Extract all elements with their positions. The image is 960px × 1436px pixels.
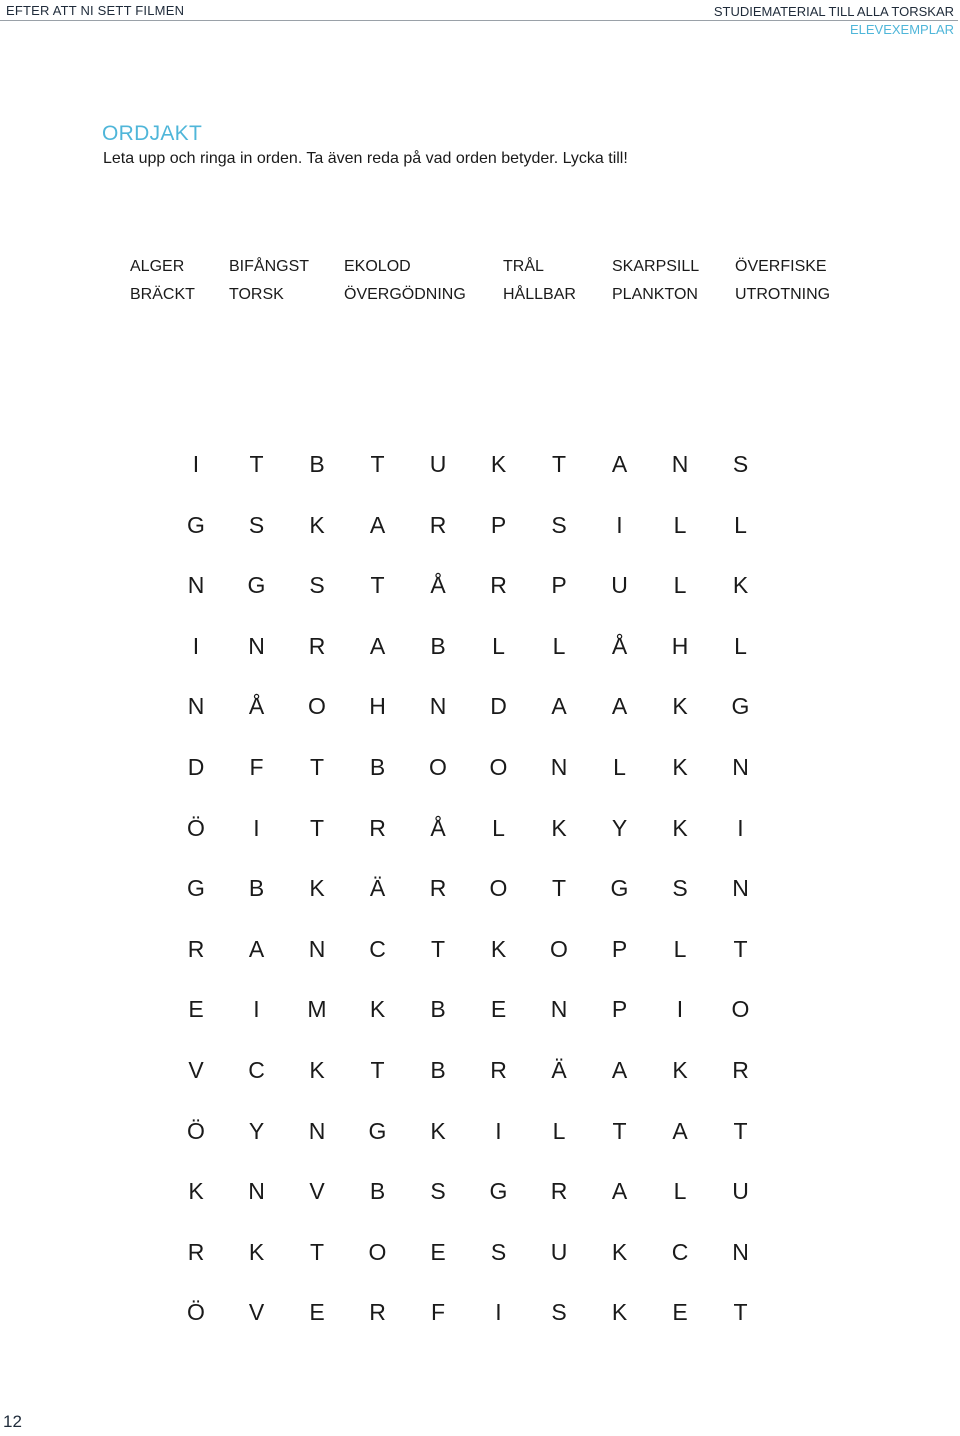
- grid-letter[interactable]: K: [672, 1057, 688, 1083]
- grid-letter[interactable]: Y: [611, 814, 628, 841]
- grid-letter[interactable]: I: [253, 814, 260, 841]
- grid-letter[interactable]: I: [253, 996, 260, 1023]
- grid-letter[interactable]: K: [369, 996, 386, 1023]
- grid-letter[interactable]: L: [734, 632, 747, 659]
- grid-letter[interactable]: Ö: [187, 814, 205, 841]
- grid-letter[interactable]: R: [369, 1299, 386, 1326]
- grid-letter[interactable]: P: [611, 935, 628, 962]
- word-list-item: EKOLOD: [344, 258, 411, 275]
- grid-letter[interactable]: A: [369, 511, 386, 538]
- word-list-item: ÖVERFISKE: [735, 258, 827, 275]
- grid-letter[interactable]: I: [676, 996, 684, 1023]
- grid-letter[interactable]: P: [551, 572, 567, 599]
- grid-letter[interactable]: G: [187, 511, 205, 538]
- grid-letter[interactable]: L: [552, 632, 566, 659]
- word-list-item: PLANKTON: [612, 286, 698, 303]
- grid-letter[interactable]: B: [309, 451, 325, 477]
- grid-letter[interactable]: O: [489, 754, 508, 780]
- grid-letter[interactable]: K: [309, 875, 325, 902]
- grid-letter[interactable]: T: [733, 1117, 748, 1144]
- grid-letter[interactable]: E: [430, 1238, 446, 1265]
- grid-letter[interactable]: A: [551, 693, 567, 720]
- grid-letter[interactable]: Ä: [369, 875, 386, 902]
- grid-letter[interactable]: G: [610, 875, 629, 902]
- grid-letter[interactable]: L: [734, 511, 747, 538]
- grid-letter[interactable]: N: [248, 632, 265, 659]
- grid-letter[interactable]: N: [732, 754, 749, 780]
- header-right-material: STUDIEMATERIAL TILL ALLA TORSKAR: [713, 4, 954, 19]
- grid-letter[interactable]: N: [308, 935, 326, 962]
- grid-letter[interactable]: K: [611, 1299, 628, 1326]
- grid-letter[interactable]: N: [550, 754, 568, 780]
- grid-letter[interactable]: E: [672, 1299, 688, 1326]
- grid-letter[interactable]: T: [309, 754, 325, 780]
- grid-letter[interactable]: T: [370, 1057, 385, 1083]
- grid-letter[interactable]: N: [187, 572, 205, 599]
- word-list-item: ÖVERGÖDNING: [344, 286, 466, 303]
- grid-letter[interactable]: N: [671, 451, 689, 477]
- grid-letter[interactable]: Å: [430, 814, 446, 841]
- grid-letter[interactable]: M: [307, 996, 327, 1023]
- grid-letter[interactable]: T: [370, 572, 385, 599]
- grid-letter[interactable]: L: [492, 814, 505, 841]
- grid-letter[interactable]: R: [550, 1178, 568, 1205]
- grid-letter[interactable]: N: [308, 1117, 326, 1144]
- grid-letter[interactable]: S: [309, 572, 325, 599]
- grid-letter[interactable]: O: [489, 875, 508, 902]
- grid-letter[interactable]: N: [732, 1238, 749, 1265]
- grid-letter[interactable]: L: [673, 511, 687, 538]
- grid-letter[interactable]: A: [248, 935, 265, 962]
- grid-letter[interactable]: K: [672, 693, 688, 720]
- grid-letter[interactable]: O: [368, 1238, 387, 1265]
- grid-letter[interactable]: U: [732, 1178, 749, 1205]
- grid-letter[interactable]: T: [551, 875, 567, 902]
- grid-letter[interactable]: K: [732, 572, 749, 599]
- grid-letter[interactable]: K: [430, 1117, 446, 1144]
- grid-letter[interactable]: P: [490, 511, 507, 538]
- grid-letter[interactable]: G: [731, 693, 750, 720]
- grid-letter[interactable]: O: [731, 996, 750, 1023]
- word-list-item: BIFÅNGST: [229, 258, 310, 275]
- word-list-item: TORSK: [229, 286, 284, 303]
- grid-letter[interactable]: A: [611, 1178, 628, 1205]
- page-title: ORDJAKT: [102, 122, 203, 145]
- grid-letter[interactable]: R: [490, 572, 507, 599]
- grid-letter[interactable]: S: [672, 875, 688, 902]
- grid-letter[interactable]: D: [187, 754, 205, 780]
- grid-letter[interactable]: H: [369, 693, 386, 720]
- grid-letter[interactable]: Y: [248, 1117, 265, 1144]
- grid-letter[interactable]: G: [187, 875, 205, 902]
- grid-letter[interactable]: C: [671, 1238, 689, 1265]
- grid-letter[interactable]: V: [188, 1057, 204, 1083]
- grid-letter[interactable]: E: [490, 996, 507, 1023]
- grid-letter[interactable]: S: [248, 511, 265, 538]
- grid-letter[interactable]: Å: [248, 693, 265, 720]
- grid-letter[interactable]: Å: [611, 632, 628, 659]
- grid-letter[interactable]: T: [249, 451, 264, 477]
- grid-letter[interactable]: F: [430, 1299, 446, 1326]
- grid-letter[interactable]: R: [187, 935, 205, 962]
- grid-letter[interactable]: L: [673, 572, 687, 599]
- grid-letter[interactable]: K: [188, 1178, 204, 1205]
- grid-letter[interactable]: A: [611, 1057, 628, 1083]
- grid-letter[interactable]: R: [732, 1057, 749, 1083]
- grid-letter[interactable]: R: [369, 814, 386, 841]
- grid-letter[interactable]: S: [551, 1299, 567, 1326]
- grid-letter[interactable]: Ö: [187, 1117, 205, 1144]
- grid-letter[interactable]: Å: [430, 572, 446, 599]
- grid-letter[interactable]: T: [370, 451, 385, 477]
- word-list-item: HÅLLBAR: [503, 286, 576, 303]
- grid-letter[interactable]: N: [248, 1178, 265, 1205]
- word-list-item: ALGER: [130, 258, 185, 275]
- grid-letter[interactable]: G: [489, 1178, 508, 1205]
- grid-letter[interactable]: H: [671, 632, 689, 659]
- grid-letter[interactable]: T: [612, 1117, 627, 1144]
- word-list-item: BRÄCKT: [130, 286, 195, 303]
- grid-letter[interactable]: K: [551, 814, 567, 841]
- grid-letter[interactable]: S: [430, 1178, 446, 1205]
- grid-letter[interactable]: O: [550, 935, 568, 962]
- grid-letter[interactable]: U: [550, 1238, 568, 1265]
- grid-letter[interactable]: L: [673, 935, 687, 962]
- grid-letter[interactable]: R: [429, 875, 447, 902]
- grid-letter[interactable]: O: [308, 693, 326, 720]
- grid-letter[interactable]: A: [672, 1117, 688, 1144]
- grid-letter[interactable]: T: [733, 935, 748, 962]
- grid-letter[interactable]: U: [611, 572, 628, 599]
- grid-letter[interactable]: N: [429, 693, 447, 720]
- grid-letter[interactable]: E: [309, 1299, 325, 1326]
- grid-letter[interactable]: C: [248, 1057, 265, 1083]
- grid-letter[interactable]: T: [430, 935, 446, 962]
- grid-letter[interactable]: R: [429, 511, 447, 538]
- grid-letter[interactable]: C: [369, 935, 386, 962]
- grid-letter[interactable]: A: [611, 451, 628, 477]
- grid-letter[interactable]: B: [248, 875, 265, 902]
- grid-letter[interactable]: T: [733, 1299, 748, 1326]
- grid-letter[interactable]: K: [490, 935, 507, 962]
- grid-letter[interactable]: V: [309, 1178, 325, 1205]
- grid-letter[interactable]: B: [369, 754, 386, 780]
- grid-letter[interactable]: T: [551, 451, 567, 477]
- grid-letter[interactable]: K: [490, 451, 507, 477]
- grid-letter[interactable]: R: [187, 1238, 205, 1265]
- grid-letter[interactable]: P: [611, 996, 628, 1023]
- grid-letter[interactable]: E: [188, 996, 204, 1023]
- grid-letter[interactable]: B: [369, 1178, 386, 1205]
- word-list-item: SKARPSILL: [612, 258, 700, 275]
- grid-letter[interactable]: L: [673, 1178, 687, 1205]
- grid-letter[interactable]: K: [672, 814, 688, 841]
- grid-letter[interactable]: T: [309, 1238, 325, 1265]
- grid-letter[interactable]: L: [492, 632, 505, 659]
- grid-letter[interactable]: F: [249, 754, 264, 780]
- grid-letter[interactable]: Ä: [551, 1057, 567, 1083]
- grid-letter[interactable]: S: [732, 451, 749, 477]
- grid-letter[interactable]: D: [490, 693, 507, 720]
- grid-letter[interactable]: I: [495, 1299, 502, 1326]
- word-list-item: UTROTNING: [735, 286, 831, 303]
- grid-letter[interactable]: B: [430, 632, 446, 659]
- grid-letter[interactable]: K: [309, 1057, 325, 1083]
- grid-letter[interactable]: I: [192, 632, 200, 659]
- grid-letter[interactable]: K: [248, 1238, 265, 1265]
- grid-letter[interactable]: U: [429, 451, 447, 477]
- grid-letter[interactable]: A: [369, 632, 386, 659]
- grid-letter[interactable]: K: [672, 754, 688, 780]
- grid-letter[interactable]: V: [248, 1299, 265, 1326]
- grid-letter[interactable]: I: [495, 1117, 502, 1144]
- grid-letter[interactable]: I: [192, 451, 200, 477]
- grid-letter[interactable]: G: [247, 572, 266, 599]
- page-number: 12: [3, 1412, 22, 1431]
- grid-letter[interactable]: K: [309, 511, 325, 538]
- grid-letter[interactable]: T: [309, 814, 325, 841]
- grid-letter[interactable]: A: [611, 693, 628, 720]
- grid-letter[interactable]: I: [737, 814, 744, 841]
- word-list-item: TRÅL: [503, 258, 544, 275]
- grid-letter[interactable]: N: [550, 996, 568, 1023]
- grid-letter[interactable]: G: [368, 1117, 387, 1144]
- grid-letter[interactable]: N: [187, 693, 205, 720]
- instructions-text: Leta upp och ringa in orden. Ta även reda på vad orden betyder. Lycka till!: [103, 150, 628, 167]
- header-right-edition: ELEVEXEMPLAR: [849, 22, 954, 37]
- grid-letter[interactable]: O: [429, 754, 447, 780]
- grid-letter[interactable]: S: [551, 511, 567, 538]
- grid-letter[interactable]: I: [616, 511, 623, 538]
- grid-letter[interactable]: Ö: [187, 1299, 205, 1326]
- grid-letter[interactable]: B: [430, 1057, 446, 1083]
- grid-letter[interactable]: L: [552, 1117, 566, 1144]
- grid-letter[interactable]: B: [430, 996, 446, 1023]
- grid-letter[interactable]: L: [613, 754, 626, 780]
- grid-letter[interactable]: K: [611, 1238, 628, 1265]
- grid-letter[interactable]: R: [308, 632, 326, 659]
- grid-letter[interactable]: S: [490, 1238, 507, 1265]
- header-left-title: EFTER ATT NI SETT FILMEN: [6, 3, 185, 18]
- grid-letter[interactable]: R: [490, 1057, 507, 1083]
- grid-letter[interactable]: N: [732, 875, 749, 902]
